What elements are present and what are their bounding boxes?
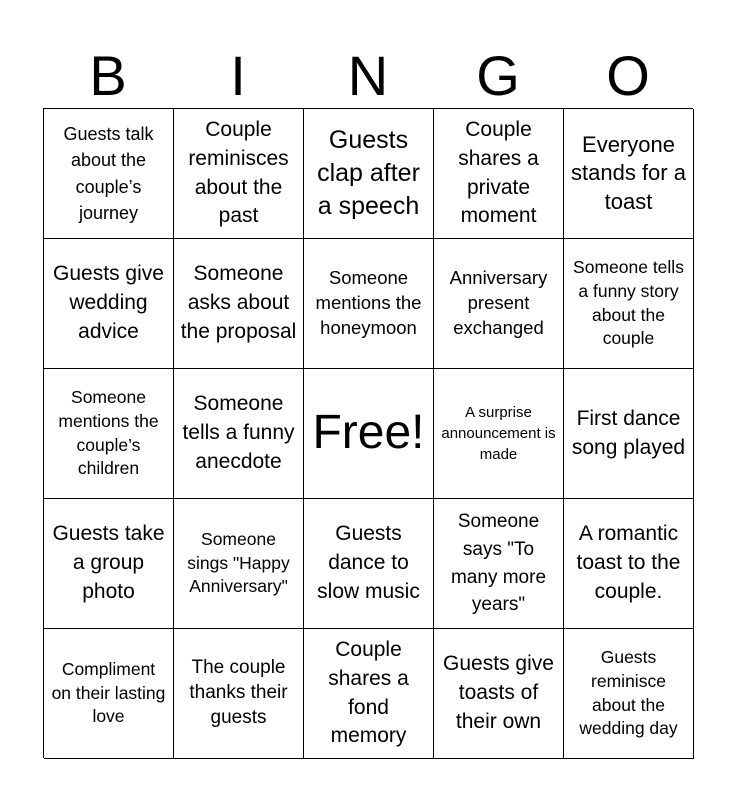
bingo-cell-text: Guests reminisce about the wedding day	[579, 647, 678, 739]
bingo-cell-text: Guests talk about the couple’s journey	[63, 124, 154, 223]
bingo-cell[interactable]	[564, 629, 694, 759]
bingo-cell[interactable]	[44, 629, 174, 759]
bingo-cell-text: The couple thanks their guests	[189, 657, 288, 728]
bingo-cell[interactable]	[434, 369, 564, 499]
bingo-cell-text: Guests dance to slow music	[317, 522, 420, 603]
header-letter-b: B	[89, 44, 127, 107]
bingo-cell-text: Guests give wedding advice	[53, 262, 164, 343]
bingo-cell[interactable]	[174, 109, 304, 239]
bingo-cell-text: Someone mentions the couple’s children	[58, 387, 159, 479]
bingo-cell[interactable]	[564, 499, 694, 629]
bingo-cell[interactable]	[564, 239, 694, 369]
bingo-cell-text: Anniversary present exchanged	[449, 267, 548, 338]
bingo-cell[interactable]	[174, 629, 304, 759]
header-letter-i: I	[230, 44, 246, 107]
bingo-cell[interactable]	[434, 499, 564, 629]
header-letter-g: G	[476, 44, 520, 107]
bingo-cell-text: Everyone stands for a toast	[571, 131, 686, 214]
bingo-cell-text: Someone tells a funny story about the couple	[573, 257, 684, 349]
bingo-cell-text: Couple shares a private moment	[458, 117, 539, 228]
bingo-cell[interactable]	[44, 109, 174, 239]
bingo-cell-text: Someone sings "Happy Anniversary"	[187, 529, 290, 597]
bingo-cell-text: A surprise announcement is made	[441, 404, 556, 463]
header-letter-n: N	[347, 44, 389, 107]
bingo-cell-text: Someone tells a funny anecdote	[182, 392, 295, 473]
bingo-cell[interactable]	[304, 239, 434, 369]
bingo-cell[interactable]	[434, 629, 564, 759]
bingo-cell[interactable]	[564, 109, 694, 239]
bingo-cell-text: Someone mentions the honeymoon	[315, 267, 422, 338]
bingo-cell-text: Couple shares a fond memory	[328, 637, 409, 748]
header-letter-o: O	[606, 44, 650, 107]
bingo-cell-text: Guests take a group photo	[52, 522, 165, 603]
bingo-cell[interactable]	[44, 239, 174, 369]
bingo-header	[43, 46, 693, 106]
bingo-cell-text: First dance song played	[571, 406, 686, 459]
bingo-cell[interactable]	[434, 239, 564, 369]
free-space-cell[interactable]	[304, 369, 434, 499]
bingo-cell[interactable]	[304, 629, 434, 759]
bingo-cell[interactable]	[434, 109, 564, 239]
bingo-cell[interactable]	[174, 239, 304, 369]
free-space-text: Free!	[312, 406, 425, 460]
bingo-cell-text: Guests give toasts of their own	[443, 652, 554, 733]
bingo-cell[interactable]	[304, 109, 434, 239]
bingo-cell-text: A romantic toast to the couple.	[576, 522, 681, 603]
bingo-cell[interactable]	[304, 499, 434, 629]
bingo-cell-text: Couple reminisces about the past	[188, 117, 289, 228]
bingo-cell[interactable]	[44, 499, 174, 629]
bingo-cell-text: Guests clap after a speech	[317, 126, 420, 220]
bingo-cell-text: Someone asks about the proposal	[180, 262, 297, 343]
bingo-cell-text: Someone says "To many more years"	[450, 511, 547, 616]
bingo-cell-text: Compliment on their lasting love	[51, 659, 166, 727]
bingo-cell[interactable]	[564, 369, 694, 499]
bingo-cell[interactable]	[174, 369, 304, 499]
bingo-cell[interactable]	[174, 499, 304, 629]
bingo-cell[interactable]	[44, 369, 174, 499]
bingo-grid	[43, 108, 693, 758]
